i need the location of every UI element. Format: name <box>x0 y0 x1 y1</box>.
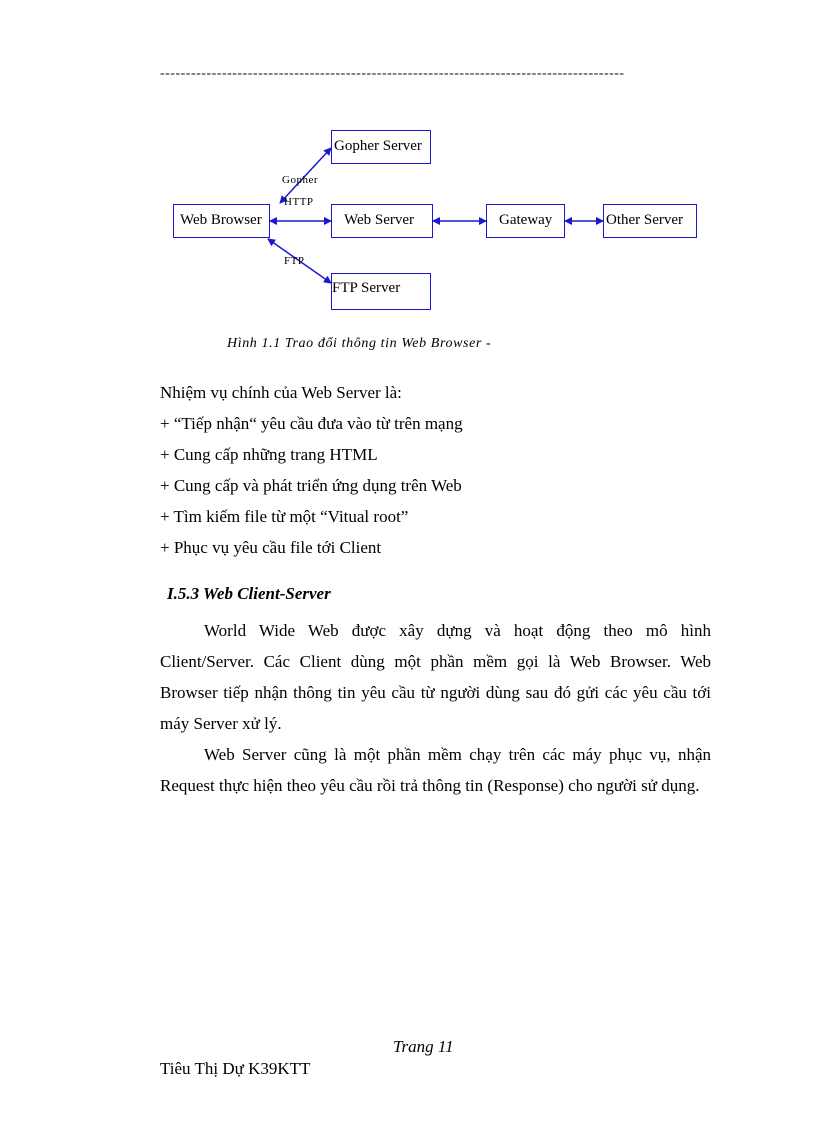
node-web-browser: Web Browser <box>173 204 270 238</box>
node-web-server: Web Server <box>331 204 433 238</box>
list-item: + Cung cấp những trang HTML <box>160 445 378 464</box>
node-other-server: Other Server <box>603 204 697 238</box>
intro-text: Nhiệm vụ chính của Web Server là: <box>160 383 402 402</box>
paragraph: Web Server cũng là một phần mềm chạy trên các máy phục vụ, nhận Request thực hiện theo yêu cầu rồi trả thông tin (Response) cho người sử dụng. <box>160 745 711 795</box>
node-gateway: Gateway <box>486 204 565 238</box>
figure-caption: Hình 1.1 Trao đổi thông tin Web Browser - <box>227 336 492 351</box>
edge-label-ftp: FTP <box>284 255 305 267</box>
header-rule: ------------------------------------------------------------------------------------------ <box>160 66 625 81</box>
paragraph: World Wide Web được xây dựng và hoạt động theo mô hình Client/Server. Các Client dùng một phần mềm gọi là Web Browser. Web Browser tiếp nhận thông tin yêu cầu từ người dùng sau đó gửi các yêu cầu tới máy Server xử lý. <box>160 621 711 733</box>
node-gopher-server: Gopher Server <box>331 130 431 164</box>
node-ftp-server: FTP Server <box>331 273 431 310</box>
edge-label-gopher: Gopher <box>282 174 318 186</box>
list-item: + Tìm kiếm file từ một “Vitual root” <box>160 507 409 526</box>
edge-label-http: HTTP <box>284 196 314 208</box>
list-item: + Cung cấp và phát triển ứng dụng trên Web <box>160 476 462 495</box>
list-item: + Phục vụ yêu cầu file tới Client <box>160 538 382 557</box>
section-heading: I.5.3 Web Client-Server <box>167 584 331 603</box>
page-number: Trang 11 <box>393 1037 454 1056</box>
footer-author: Tiêu Thị Dự K39KTT <box>160 1059 311 1078</box>
list-item: + “Tiếp nhận“ yêu cầu đưa vào từ trên mạng <box>160 414 463 433</box>
